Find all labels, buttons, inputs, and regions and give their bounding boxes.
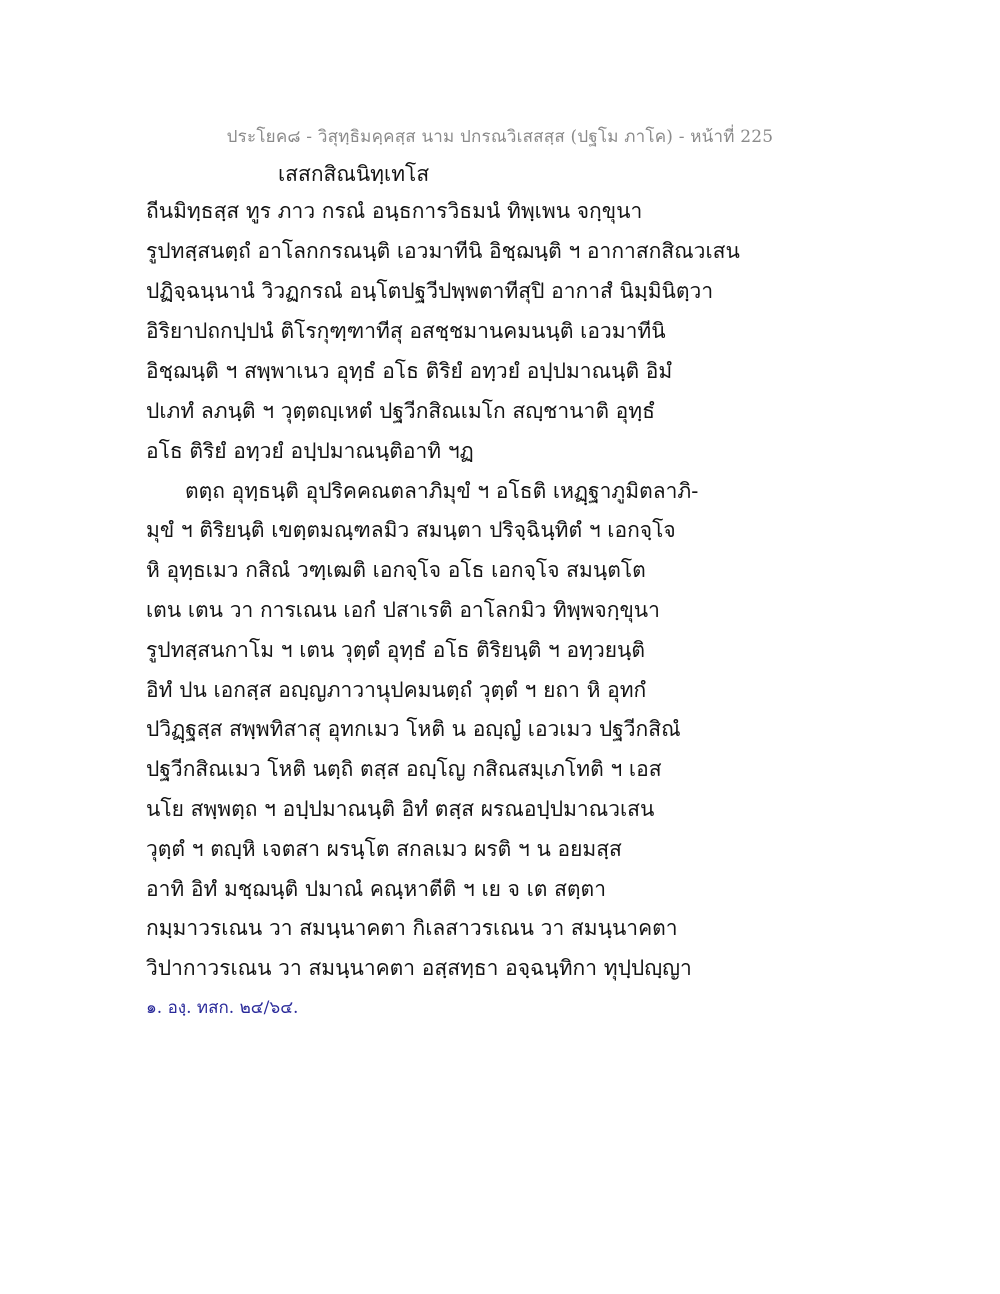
- footnote: ๑. องฺ. ทสก. ๒๔/๖๔.: [146, 998, 299, 1018]
- body-line: อโธ ติริยํ อทฺวยํ อปฺปมาณนฺติอาทิ ฯฏ: [146, 439, 474, 463]
- body-line: วิปากาวรเณน วา สมนฺนาคตา อสฺสทฺธา อจฺฉนฺทิกา ทุปฺปญฺญา: [146, 956, 692, 980]
- body-line: ปวิฏฺฐสฺส สพฺพทิสาสุ อุทกเมว โหติ น อญฺญํ เอวเมว ปฐวีกสิณํ: [146, 717, 681, 741]
- page-header: ประโยค๘ - วิสุทฺธิมคฺคสฺส นาม ปกรณวิเสสสฺส (ปฐโม ภาโค) - หน้าที่ 225: [226, 127, 774, 147]
- body-line: หิ อุทฺธเมว กสิณํ วฑฺเฒติ เอกจฺโจ อโธ เอกจฺโจ สมนฺตโต: [146, 558, 646, 582]
- body-line: นโย สพฺพตฺถ ฯ อปฺปมาณนฺติ อิทํ ตสฺส ผรณอปฺปมาณวเสน: [146, 797, 655, 821]
- body-line: เตน เตน วา การเณน เอกํ ปสาเรติ อาโลกมิว ทิพฺพจกฺขุนา: [146, 598, 660, 622]
- body-line: ปเภทํ ลภนฺติ ฯ วุตฺตญฺเหตํ ปฐวีกสิณเมโก สญฺชานาติ อุทฺธํ: [146, 399, 655, 423]
- body-line: อาทิ อิทํ มชฺฌนฺติ ปมาณํ คณฺหาตีติ ฯ เย จ เต สตฺตา: [146, 877, 606, 901]
- body-line: อิริยาปถกปฺปนํ ติโรกุฑฺฑาทีสุ อสชฺชมานคมนนฺติ เอวมาทีนิ: [146, 319, 666, 343]
- body-line: อิชฺฌนฺติ ฯ สพฺพาเนว อุทฺธํ อโธ ติริยํ อทฺวยํ อปฺปมาณนฺติ อิมํ: [146, 359, 673, 383]
- body-line: วุตฺตํ ฯ ตญฺหิ เจตสา ผรนฺโต สกลเมว ผรติ ฯ น อยมสฺส: [146, 837, 622, 861]
- body-line: มุขํ ฯ ติริยนฺติ เขตฺตมณฺฑลมิว สมนฺตา ปริจฺฉินฺทิตํ ฯ เอกจฺโจ: [146, 518, 676, 542]
- body-line: รูปทสฺสนตฺถํ อาโลกกรณนฺติ เอวมาทีนิ อิชฺฌนฺติ ฯ อากาสกสิณวเสน: [146, 239, 740, 263]
- body-line: ปฏิจฺฉนฺนานํ วิวฏกรณํ อนฺโตปฐวีปพฺพตาทีสุปิ อากาสํ นิมฺมินิตฺวา: [146, 279, 714, 303]
- body-line: รูปทสฺสนกาโม ฯ เตน วุตฺตํ อุทฺธํ อโธ ติริยนฺติ ฯ อทฺวยนฺติ: [146, 638, 646, 662]
- body-line: ปฐวีกสิณเมว โหติ นตฺถิ ตสฺส อญฺโญ กสิณสมฺเภโทติ ฯ เอส: [146, 757, 662, 781]
- body-line: กมฺมาวรเณน วา สมนฺนาคตา กิเลสาวรเณน วา สมนฺนาคตา: [146, 916, 678, 940]
- body-line: ตตฺถ อุทฺธนฺติ อุปริคคณตลาภิมุขํ ฯ อโธติ เหฏฺฐาภูมิตลาภิ-: [185, 479, 699, 503]
- section-heading: เสสกสิณนิทฺเทโส: [278, 162, 430, 186]
- body-line: อิทํ ปน เอกสฺส อญฺญภาวานุปคมนตฺถํ วุตฺตํ ฯ ยถา หิ อุทกํ: [146, 678, 647, 702]
- body-line: ถีนมิทฺธสฺส ทูร ภาว กรณํ อนฺธการวิธมนํ ทิพฺเพน จกฺขุนา: [146, 199, 643, 223]
